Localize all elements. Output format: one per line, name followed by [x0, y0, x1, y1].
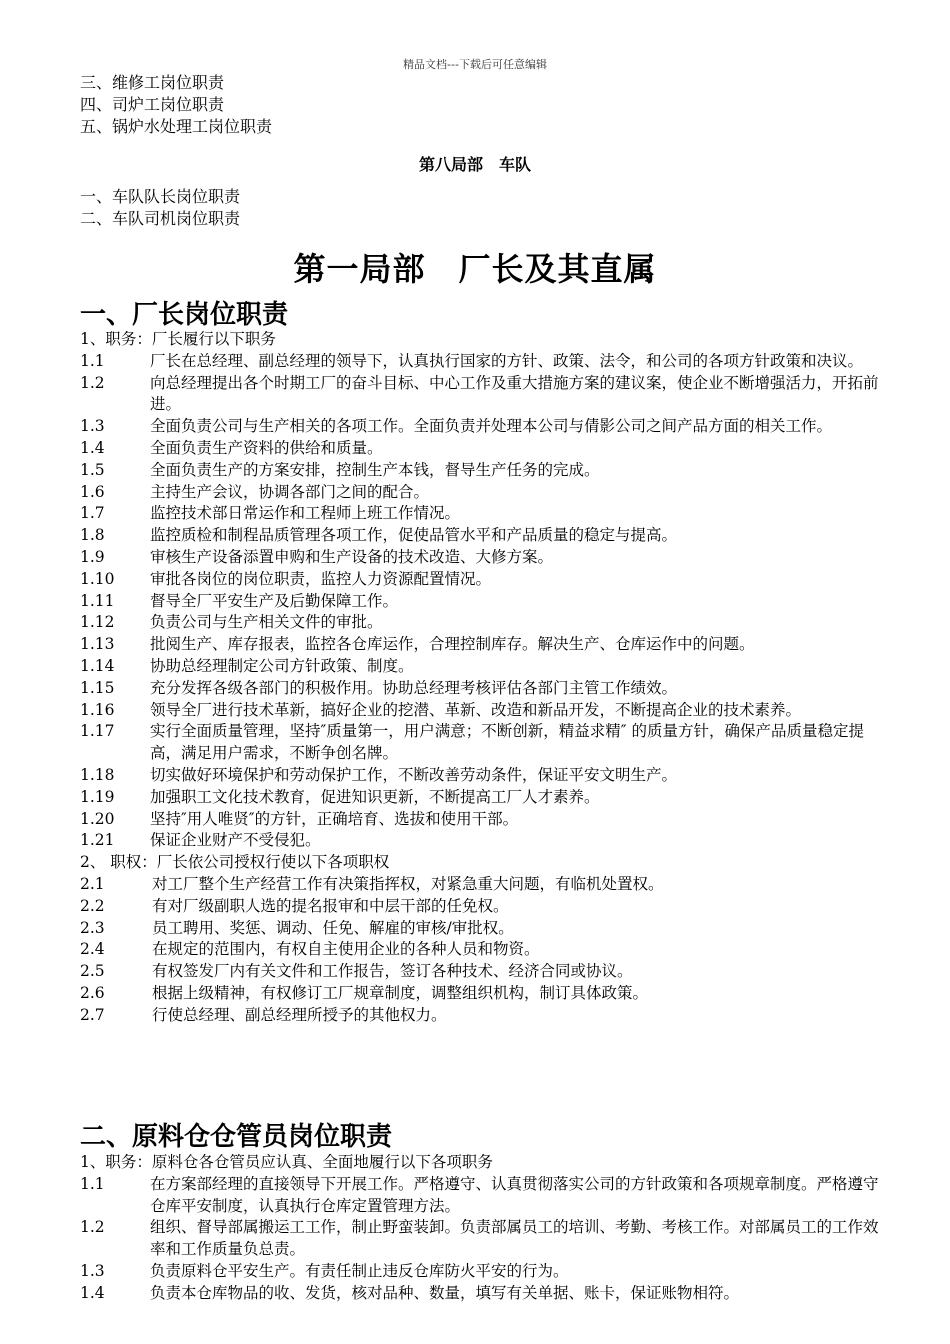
item-number: 1.17 — [80, 722, 115, 741]
item-number: 1.13 — [80, 635, 115, 654]
toc-part8-list — [80, 186, 240, 230]
item-text: 协助总经理制定公司方针政策、制度。 — [150, 656, 414, 675]
powers-list — [80, 874, 880, 1027]
list-item — [80, 896, 880, 918]
list-item — [80, 438, 880, 460]
list-item — [80, 874, 880, 896]
item-number: 1.4 — [80, 438, 105, 457]
list-item — [80, 373, 880, 417]
list-item — [80, 939, 880, 961]
item-number: 2.3 — [80, 918, 105, 937]
list-item — [80, 830, 880, 852]
toc-item: 二、车队司机岗位职责 — [80, 209, 241, 228]
list-item — [80, 721, 880, 765]
page-header: 精品文档---下载后可任意编辑 — [403, 58, 547, 71]
part-title: 第一局部 厂长及其直属 — [293, 250, 657, 288]
item-number: 1.11 — [80, 591, 115, 610]
item-number: 1.18 — [80, 765, 115, 784]
duties-list — [80, 1174, 880, 1305]
list-item — [80, 656, 880, 678]
item-text: 全面负责公司与生产相关的各项工作。全面负责并处理本公司与倩影公司之间产品方面的相关工作。 — [150, 417, 833, 436]
item-number: 1.15 — [80, 678, 115, 697]
item-text: 实行全面质量管理，坚持″质量第一，用户满意；不断创新，精益求精″ 的质量方针，确保产品质量稳定提高，满足用户需求，不断争创名牌。 — [150, 722, 865, 763]
item-number: 2.5 — [80, 962, 105, 981]
item-number: 1.4 — [80, 1283, 105, 1302]
toc-item: 四、司炉工岗位职责 — [80, 95, 225, 114]
toc-item: 三、维修工岗位职责 — [80, 73, 225, 92]
item-number: 2.7 — [80, 1005, 105, 1024]
item-text: 加强职工文化技术教育，促进知识更新，不断提高工厂人才素养。 — [150, 787, 600, 806]
duties-intro: 1、职务：原料仓各仓管员应认真、全面地履行以下各项职务 — [80, 1153, 493, 1171]
list-item — [80, 678, 880, 700]
item-text: 厂长在总经理、副总经理的领导下，认真执行国家的方针、政策、法令，和公司的各项方针政策和决议。 — [150, 351, 864, 370]
item-number: 1.5 — [80, 460, 105, 479]
item-number: 1.20 — [80, 809, 115, 828]
item-text: 保证企业财产不受侵犯。 — [150, 831, 321, 850]
section1-heading: 一、厂长岗位职责 — [80, 300, 289, 330]
item-text: 负责原料仓平安生产。有责任制止违反仓库防火平安的行为。 — [150, 1261, 569, 1280]
toc-item: 一、车队队长岗位职责 — [80, 187, 241, 206]
item-text: 负责本仓库物品的收、发货，核对品种、数量，填写有关单据、账卡，保证账物相符。 — [150, 1283, 740, 1302]
list-item — [80, 547, 880, 569]
list-item — [80, 416, 880, 438]
item-number: 1.7 — [80, 504, 105, 523]
duties-intro: 1、职务：厂长履行以下职务 — [80, 330, 276, 348]
item-text: 在规定的范围内，有权自主使用企业的各种人员和物资。 — [152, 940, 540, 959]
section2-body — [80, 1152, 880, 1305]
list-item — [80, 612, 880, 634]
item-text: 负责公司与生产相关文件的审批。 — [150, 613, 383, 632]
item-text: 审批各岗位的岗位职责，监控人力资源配置情况。 — [150, 569, 492, 588]
item-text: 行使总经理、副总经理所授予的其他权力。 — [152, 1005, 447, 1024]
list-item — [80, 700, 880, 722]
list-item — [80, 591, 880, 613]
item-text: 有权签发厂内有关文件和工作报告，签订各种技术、经济合同或协议。 — [152, 962, 633, 981]
list-item — [80, 460, 880, 482]
list-item — [80, 787, 880, 809]
list-item — [80, 961, 880, 983]
item-number: 1.2 — [80, 1218, 105, 1237]
duties-list — [80, 351, 880, 852]
item-text: 批阅生产、库存报表，监控各仓库运作，合理控制库存。解决生产、仓库运作中的问题。 — [150, 635, 755, 654]
item-number: 1.9 — [80, 547, 105, 566]
list-item — [80, 918, 880, 940]
item-text: 根据上级精神，有权修订工厂规章制度，调整组织机构，制订具体政策。 — [152, 983, 649, 1002]
toc-part7-list — [80, 72, 272, 138]
list-item — [80, 503, 880, 525]
item-number: 1.6 — [80, 482, 105, 501]
list-item — [80, 569, 880, 591]
item-number: 1.16 — [80, 700, 115, 719]
section1-body — [80, 329, 880, 1027]
item-text: 全面负责生产资料的供给和质量。 — [150, 438, 383, 457]
item-number: 2.1 — [80, 874, 105, 893]
item-number: 1.12 — [80, 613, 115, 632]
list-item — [80, 765, 880, 787]
list-item — [80, 1217, 880, 1261]
item-text: 主持生产会议，协调各部门之间的配合。 — [150, 482, 430, 501]
item-text: 坚持″用人唯贤″的方针，正确培育、选拔和使用干部。 — [150, 809, 519, 828]
list-item — [80, 1261, 880, 1283]
item-number: 1.3 — [80, 417, 105, 436]
item-number: 2.2 — [80, 896, 105, 915]
item-text: 切实做好环境保护和劳动保护工作，不断改善劳动条件，保证平安文明生产。 — [150, 765, 678, 784]
item-number: 1.1 — [80, 1174, 105, 1193]
item-text: 有对厂级副职人选的提名报审和中层干部的任免权。 — [152, 896, 509, 915]
item-number: 1.2 — [80, 373, 105, 392]
item-text: 领导全厂进行技术革新，搞好企业的挖潜、革新、改造和新品开发，不断提高企业的技术素养。 — [150, 700, 802, 719]
item-number: 1.3 — [80, 1261, 105, 1280]
item-number: 2.4 — [80, 940, 105, 959]
item-number: 1.1 — [80, 351, 105, 370]
item-text: 监控质检和制程品质管理各项工作，促使品管水平和产品质量的稳定与提高。 — [150, 526, 678, 545]
list-item — [80, 1005, 880, 1027]
item-number: 1.21 — [80, 831, 115, 850]
item-number: 2.6 — [80, 983, 105, 1002]
list-item — [80, 351, 880, 373]
powers-intro: 2、 职权：厂长依公司授权行使以下各项职权 — [80, 853, 390, 872]
item-text: 在方案部经理的直接领导下开展工作。严格遵守、认真贯彻落实公司的方针政策和各项规章制度。严格遵守仓库平安制度，认真执行仓库定置管理方法。 — [150, 1174, 879, 1215]
list-item — [80, 634, 880, 656]
list-item — [80, 809, 880, 831]
list-item — [80, 1174, 880, 1218]
item-number: 1.14 — [80, 656, 115, 675]
item-number: 1.19 — [80, 787, 115, 806]
item-text: 组织、督导部属搬运工工作，制止野蛮装卸。负责部属员工的培训、考勤、考核工作。对部属员工的工作效率和工作质量负总责。 — [150, 1218, 879, 1259]
toc-item: 五、锅炉水处理工岗位职责 — [80, 117, 273, 136]
item-text: 向总经理提出各个时期工厂的奋斗目标、中心工作及重大措施方案的建议案，使企业不断增强活力，开拓前进。 — [150, 373, 879, 414]
item-number: 1.8 — [80, 526, 105, 545]
list-item — [80, 482, 880, 504]
item-text: 全面负责生产的方案安排，控制生产本钱，督导生产任务的完成。 — [150, 460, 600, 479]
item-text: 监控技术部日常运作和工程师上班工作情况。 — [150, 504, 461, 523]
item-text: 对工厂整个生产经营工作有决策指挥权，对紧急重大问题，有临机处置权。 — [152, 874, 664, 893]
item-text: 员工聘用、奖惩、调动、任免、解雇的审核/审批权。 — [152, 918, 514, 937]
section2-heading: 二、原料仓仓管员岗位职责 — [80, 1122, 393, 1152]
item-text: 审核生产设备添置申购和生产设备的技术改造、大修方案。 — [150, 547, 554, 566]
list-item — [80, 1283, 880, 1305]
item-text: 督导全厂平安生产及后勤保障工作。 — [150, 591, 399, 610]
item-text: 充分发挥各级各部门的积极作用。协助总经理考核评估各部门主管工作绩效。 — [150, 678, 678, 697]
list-item — [80, 525, 880, 547]
toc-part8-title: 第八局部 车队 — [418, 155, 531, 174]
list-item — [80, 983, 880, 1005]
item-number: 1.10 — [80, 569, 115, 588]
